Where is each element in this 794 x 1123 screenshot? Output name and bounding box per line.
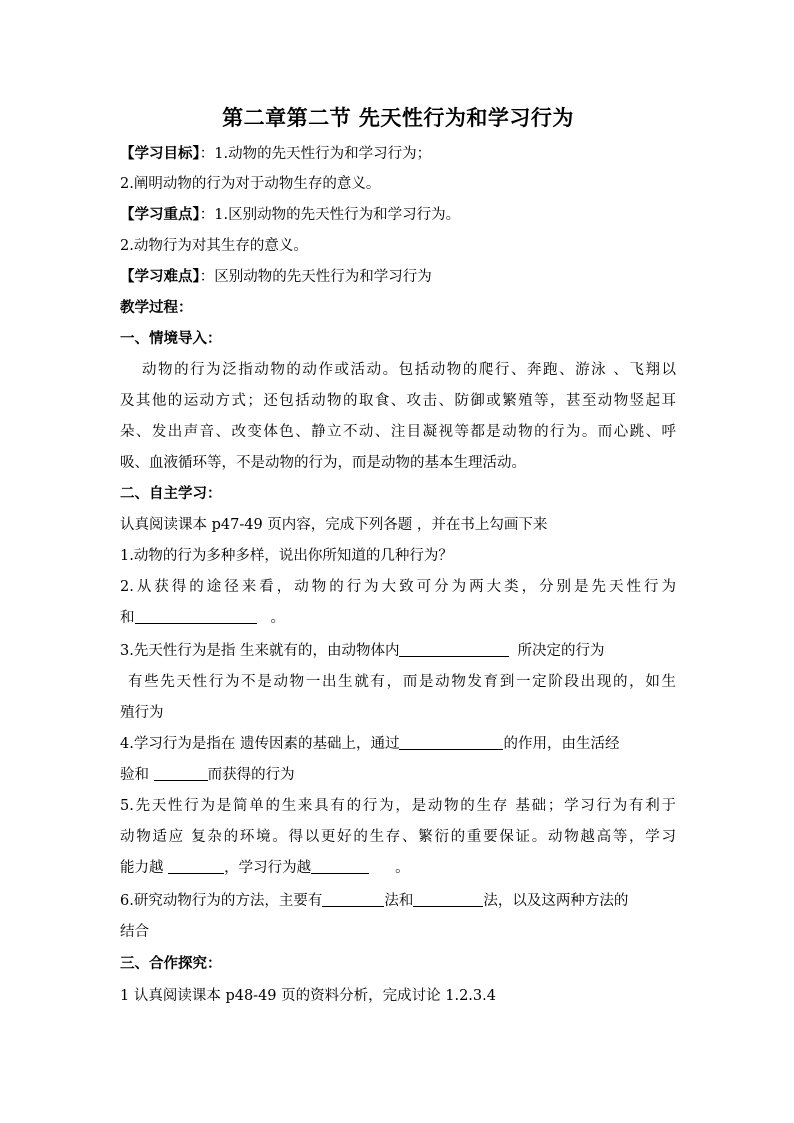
question-3-line-3: 殖行为: [120, 705, 164, 721]
objectives-label: 【学习目标】: [120, 145, 200, 162]
section-2-heading: 二、自主学习：: [120, 485, 222, 502]
answer-blank-q6b[interactable]: [413, 890, 483, 907]
answer-blank-q5b[interactable]: [311, 857, 369, 874]
section-1-heading: 一、情境导入：: [120, 330, 222, 347]
question-5-line-2: 动物适应 复杂的环境。得以更好的生存、繁衍的重要保证。动物越高等，学习: [120, 829, 676, 845]
section-2-intro: 认真阅读课本 p47-49 页内容，完成下列各题 ，并在书上勾画下来: [120, 517, 548, 533]
answer-blank-q6a[interactable]: [322, 890, 384, 907]
question-5-text-post: 。: [395, 860, 410, 876]
question-4-line-2: [120, 764, 676, 786]
section-1-paragraph-line-3: 朵、发出声音、改变体色、静立不动、注目凝视等都是动物的行为。而心跳、呼: [120, 424, 676, 440]
difficulty-label: 【学习难点】: [120, 268, 200, 285]
question-5-text-pre: 能力越: [120, 860, 169, 876]
section-3-heading: 三、合作探究：: [120, 955, 222, 972]
question-5-text-mid: ，学习行为越: [224, 860, 312, 876]
question-4-text-pre-2: 验和: [120, 767, 154, 783]
process-heading: 教学过程：: [120, 299, 193, 316]
question-3-text-pre: 3.先天性行为是指 生来就有的，由动物体内: [120, 643, 400, 659]
question-6-text-pre: 6.研究动物行为的方法，主要有: [120, 893, 323, 909]
key-points-label: 【学习重点】: [120, 206, 200, 223]
question-4-line-1: [120, 733, 676, 755]
question-3-line-2: 有些先天性行为不是动物一出生就有，而是动物发育到一定阶段出现的，如生: [128, 674, 676, 690]
objectives-line-1: [120, 143, 676, 165]
question-5-line-3: [120, 857, 676, 879]
question-4-text-post: 的作用，由生活经: [503, 736, 620, 752]
key-points-line-1: [120, 204, 676, 226]
section-3-item-1: 1 认真阅读课本 p48-49 页的资料分析，完成讨论 1.2.3.4: [120, 988, 496, 1004]
answer-blank-q4a[interactable]: [399, 733, 503, 750]
difficulty-text: ：区别动物的先天性行为和学习行为: [199, 269, 432, 285]
question-5-line-1: 5.先天性行为是简单的生来具有的行为，是动物的生存 基础；学习行为有利于: [120, 798, 676, 814]
section-1-paragraph-line-2: 及其他的运动方式；还包括动物的取食、攻击、防御或繁殖等，甚至动物竖起耳: [120, 393, 676, 409]
objectives-line-2: 2.阐明动物的行为对于动物生存的意义。: [120, 176, 381, 192]
question-4-text-post-2: 而获得的行为: [207, 767, 295, 783]
answer-blank-q2[interactable]: [135, 607, 257, 624]
question-2-line-2: [120, 607, 676, 629]
section-1-paragraph-line-4: 吸、血液循环等，不是动物的行为，而是动物的基本生理活动。: [120, 455, 526, 471]
question-6-line-1: [120, 890, 676, 912]
question-3-text-post: 所决定的行为: [517, 643, 605, 659]
objectives-text-1: ：1.动物的先天性行为和学习行为；: [199, 146, 432, 162]
question-6-line-2: 结合: [120, 924, 149, 940]
question-2-text-pre: 和: [120, 610, 135, 626]
question-2-text-post: 。: [270, 610, 285, 626]
answer-blank-q3[interactable]: [399, 640, 509, 657]
question-4-text-pre: 4.学习行为是指在 遗传因素的基础上，通过: [120, 736, 400, 752]
question-2-line-1: 2.从获得的途径来看，动物的行为大致可分为两大类，分别是先天性行为: [120, 579, 676, 595]
difficulty-line: [120, 266, 676, 288]
question-6-text-post: 法，以及这两种方法的: [483, 893, 629, 909]
key-points-line-2: 2.动物行为对其生存的意义。: [120, 238, 308, 254]
key-points-text-1: ：1.区别动物的先天性行为和学习行为。: [199, 207, 461, 223]
page-title: 第二章第二节 先天性行为和学习行为: [222, 105, 574, 130]
question-1: 1.动物的行为多种多样，说出你所知道的几种行为？: [120, 548, 453, 564]
question-3-line-1: [120, 640, 676, 662]
section-1-paragraph-line-1: 动物的行为泛指动物的动作或活动。包括动物的爬行、奔跑、游泳 、飞翔以: [142, 362, 676, 378]
answer-blank-q5a[interactable]: [168, 857, 224, 874]
question-6-text-mid: 法和: [384, 893, 414, 909]
answer-blank-q4b[interactable]: [154, 764, 208, 781]
